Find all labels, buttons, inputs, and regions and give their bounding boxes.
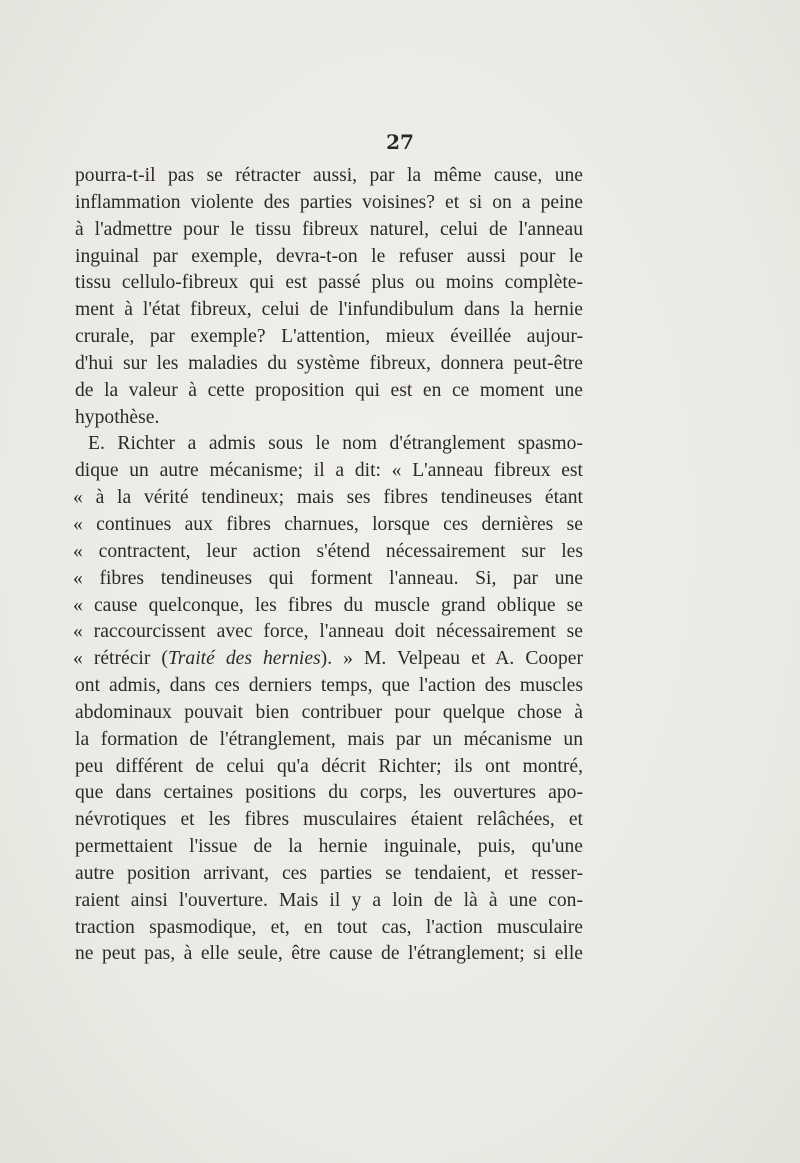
text-line: « contractent, leur action s'étend nécessairement sur les <box>73 540 583 562</box>
text-line: névrotiques et les fibres musculaires étaient relâchées, et <box>75 809 583 831</box>
text-line: de la valeur à cette proposition qui est en ce moment une <box>75 379 583 401</box>
text-line: inflammation violente des parties voisines? et si on a peine <box>75 191 583 213</box>
text-line: peu différent de celui qu'a décrit Richter; ils ont montré, <box>75 755 583 777</box>
text-line: la formation de l'étranglement, mais par un mécanisme un <box>75 728 583 750</box>
text-line: tissu cellulo-fibreux qui est passé plus ou moins complète- <box>75 272 583 294</box>
text-line: pourra-t-il pas se rétracter aussi, par la même cause, une <box>75 165 583 186</box>
text-line: traction spasmodique, et, en tout cas, l'action musculaire <box>75 916 583 938</box>
text-line: à l'admettre pour le tissu fibreux naturel, celui de l'anneau <box>75 218 583 240</box>
italic-title: Traité des hernies <box>167 648 321 670</box>
text-line: « continues aux fibres charnues, lorsque ces dernières se <box>73 513 583 535</box>
text-line: inguinal par exemple, devra-t-on le refuser aussi pour le <box>75 245 583 267</box>
text-line: ont admis, dans ces derniers temps, que l'action des muscles <box>75 675 583 697</box>
text-line: ment à l'état fibreux, celui de l'infundibulum dans la hernie <box>75 299 583 321</box>
text-line: autre position arrivant, ces parties se tendaient, et resser- <box>75 862 583 884</box>
text-line: hypothèse. <box>75 406 160 428</box>
page-number: 27 <box>386 130 414 154</box>
text-line: « cause quelconque, les fibres du muscle grand oblique se <box>73 594 583 616</box>
text-line: crurale, par exemple? L'attention, mieux éveillée aujour- <box>75 326 583 348</box>
text-line: permettaient l'issue de la hernie inguinale, puis, qu'une <box>75 836 583 858</box>
text-line <box>73 646 583 673</box>
text-line: abdominaux pouvait bien contribuer pour quelque chose à <box>75 701 583 723</box>
text-line: « raccourcissent avec force, l'anneau doit nécessairement se <box>73 621 583 643</box>
text-line: « à la vérité tendineux; mais ses fibres tendineuses étant <box>73 487 583 509</box>
body-text <box>75 163 583 968</box>
text-line: « fibres tendineuses qui forment l'anneau. Si, par une <box>73 567 583 589</box>
text-line: dique un autre mécanisme; il a dit: « L'anneau fibreux est <box>75 460 583 482</box>
text-line: E. Richter a admis sous le nom d'étranglement spasmo- <box>88 433 583 455</box>
text-line: ne peut pas, à elle seule, être cause de l'étranglement; si elle <box>75 943 583 965</box>
text-line: que dans certaines positions du corps, les ouvertures apo- <box>75 782 583 804</box>
text-line: raient ainsi l'ouverture. Mais il y a loin de là à une con- <box>75 889 583 911</box>
text-segment: « rétrécir ( <box>73 648 168 670</box>
text-line: d'hui sur les maladies du système fibreux, donnera peut-être <box>75 352 583 374</box>
text-segment: ). » M. Velpeau et A. Cooper <box>320 648 583 670</box>
